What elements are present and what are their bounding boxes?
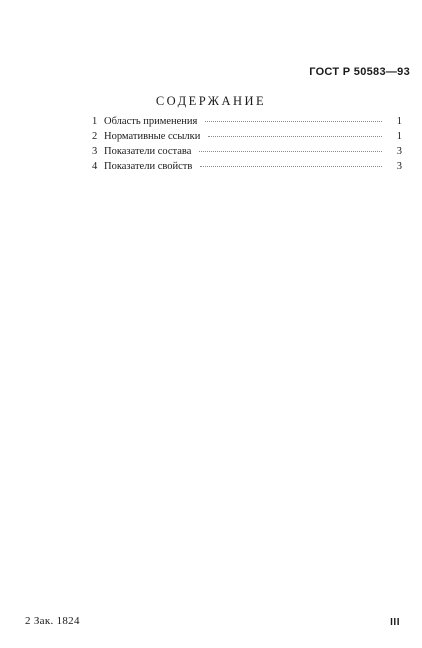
toc-item-number: 1 bbox=[92, 116, 98, 127]
toc-item-page: 1 bbox=[396, 131, 402, 142]
toc-item-number: 3 bbox=[92, 146, 98, 157]
toc-item-composition bbox=[92, 146, 402, 161]
document-code: ГОСТ Р 50583—93 bbox=[309, 66, 410, 78]
toc-item-page: 3 bbox=[396, 146, 402, 157]
table-of-contents bbox=[92, 116, 402, 176]
toc-item-label: Нормативные ссылки bbox=[104, 131, 201, 142]
toc-item-number: 4 bbox=[92, 161, 98, 172]
toc-item-references bbox=[92, 131, 402, 146]
page-number: III bbox=[390, 617, 400, 628]
toc-item-label: Показатели свойств bbox=[104, 161, 193, 172]
dot-leader bbox=[200, 165, 382, 167]
toc-item-page: 1 bbox=[396, 116, 402, 127]
dot-leader bbox=[208, 135, 382, 137]
toc-item-number: 2 bbox=[92, 131, 98, 142]
order-note: 2 Зак. 1824 bbox=[25, 615, 80, 627]
toc-item-label: Область применения bbox=[104, 116, 198, 127]
toc-title: СОДЕРЖАНИЕ bbox=[155, 94, 267, 108]
dot-leader bbox=[205, 120, 382, 122]
toc-item-label: Показатели состава bbox=[104, 146, 192, 157]
toc-item-properties bbox=[92, 161, 402, 176]
dot-leader bbox=[199, 150, 382, 152]
toc-item-page: 3 bbox=[396, 161, 402, 172]
toc-item-scope bbox=[92, 116, 402, 131]
